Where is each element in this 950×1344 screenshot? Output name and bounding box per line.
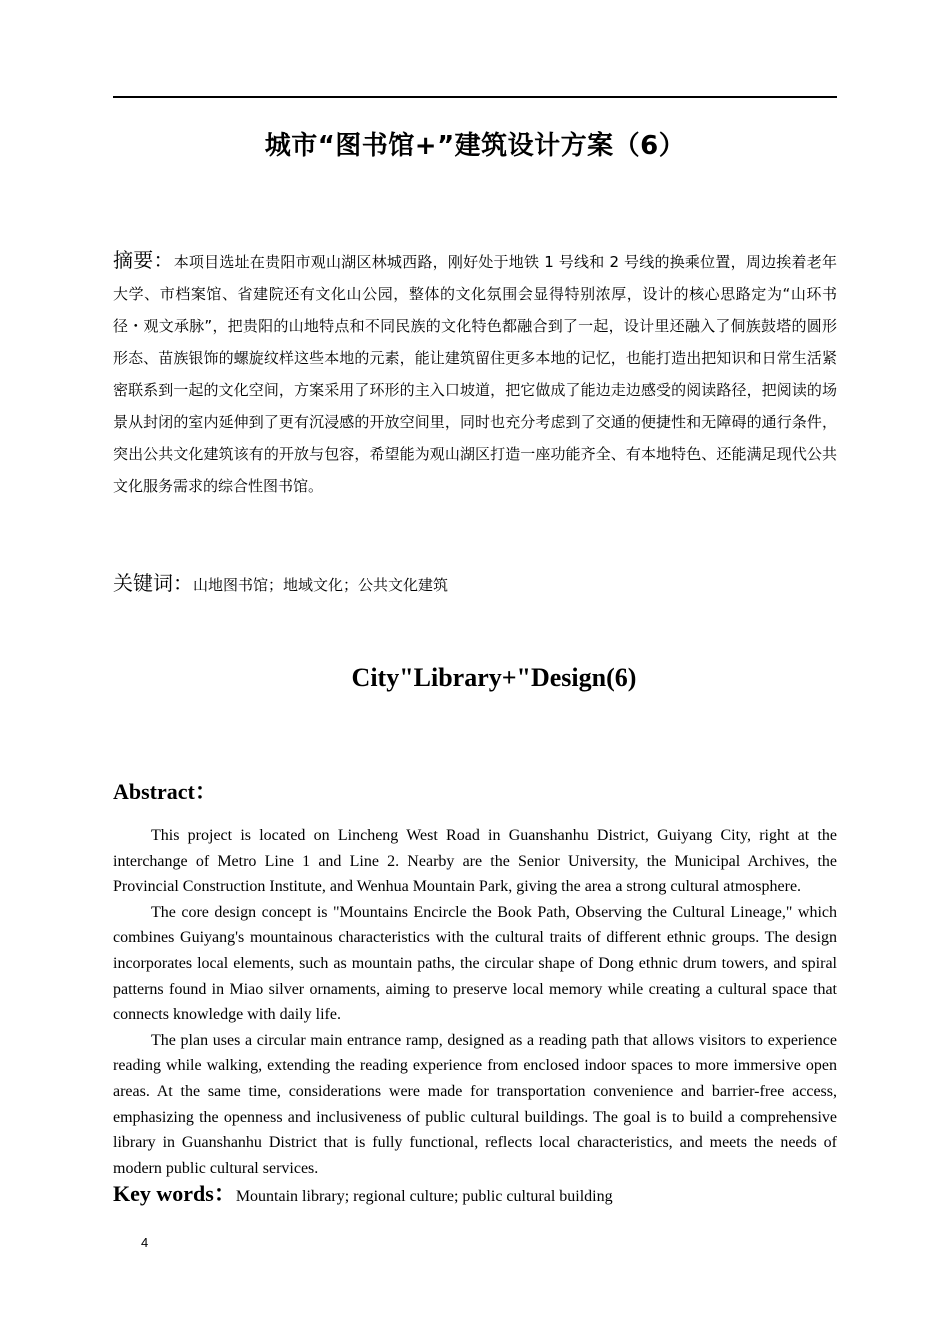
english-abstract-paragraph: The core design concept is "Mountains Encircle the Book Path, Observing the Cultural Lineage," which combines Guiyang's mountainous characteristics with the cultural traits of different ethnic groups. The design incorporates local elements, such as mountain paths, the circular shape of Dong ethnic drum towers, and spiral patterns found in Miao silver ornaments, aiming to preserve local memory while creating a cultural space that connects knowledge with daily life.	[113, 903, 837, 1024]
english-abstract-paragraph: The plan uses a circular main entrance ramp, designed as a reading path that allows visitors to experience reading while walking, extending the reading experience from enclosed indoor spaces to more immersive open areas. At the same time, considerations were made for transportation convenience and barrier-free access, emphasizing the openness and inclusiveness of public cultural buildings. The goal is to build a comprehensive library in Guanshanhu District that is fully functional, reflects local characteristics, and meets the needs of modern public cultural services.	[113, 1031, 837, 1177]
english-abstract-label: Abstract：	[113, 779, 217, 804]
english-keywords	[113, 1180, 837, 1211]
chinese-abstract	[113, 244, 837, 502]
header-rule	[113, 96, 837, 98]
chinese-keywords	[113, 566, 837, 602]
chinese-title: 城市“图书馆+”建筑设计方案（6）	[264, 131, 686, 161]
english-keywords-text: Mountain library; regional culture; public cultural building	[235, 1188, 613, 1205]
chinese-abstract-label: 摘要：	[113, 248, 174, 272]
page-number: 4	[141, 1235, 149, 1250]
english-abstract-paragraph: This project is located on Lincheng West Road in Guanshanhu District, Guiyang City, right at the interchange of Metro Line 1 and Line 2. Nearby are the Senior University, the Municipal Archives, the Provincial Construction Institute, and Wenhua Mountain Park, giving the area a strong cultural atmosphere.	[113, 827, 837, 896]
english-abstract-body	[113, 823, 837, 1181]
chinese-keywords-text: 山地图书馆；地域文化；公共文化建筑	[193, 576, 449, 594]
chinese-abstract-text: 本项目选址在贵阳市观山湖区林城西路，刚好处于地铁 1 号线和 2 号线的换乘位置，周边挨着老年大学、市档案馆、省建院还有文化山公园，整体的文化氛围会显得特别浓厚，设计的核心思路定为“山环书径・观文承脉”，把贵阳的山地特点和不同民族的文化特色都融合到了一起，设计里还融入了侗族鼓塔的圆形形态、苗族银饰的螺旋纹样这些本地的元素，能让建筑留住更多本地的记忆，也能打造出把知识和日常生活紧密联系到一起的文化空间，方案采用了环形的主入口坡道，把它做成了能边走边感受的阅读路径，把阅读的场景从封闭的室内延伸到了更有沉浸感的开放空间里，同时也充分考虑到了交通的便捷性和无障碍的通行条件，突出公共文化建筑该有的开放与包容，希望能为观山湖区打造一座功能齐全、有本地特色、还能满足现代公共文化服务需求的综合性图书馆。	[113, 253, 838, 495]
english-keywords-label: Key words：	[113, 1181, 236, 1206]
chinese-keywords-label: 关键词：	[113, 571, 193, 595]
english-title: City"Library+"Design(6)	[351, 663, 637, 692]
